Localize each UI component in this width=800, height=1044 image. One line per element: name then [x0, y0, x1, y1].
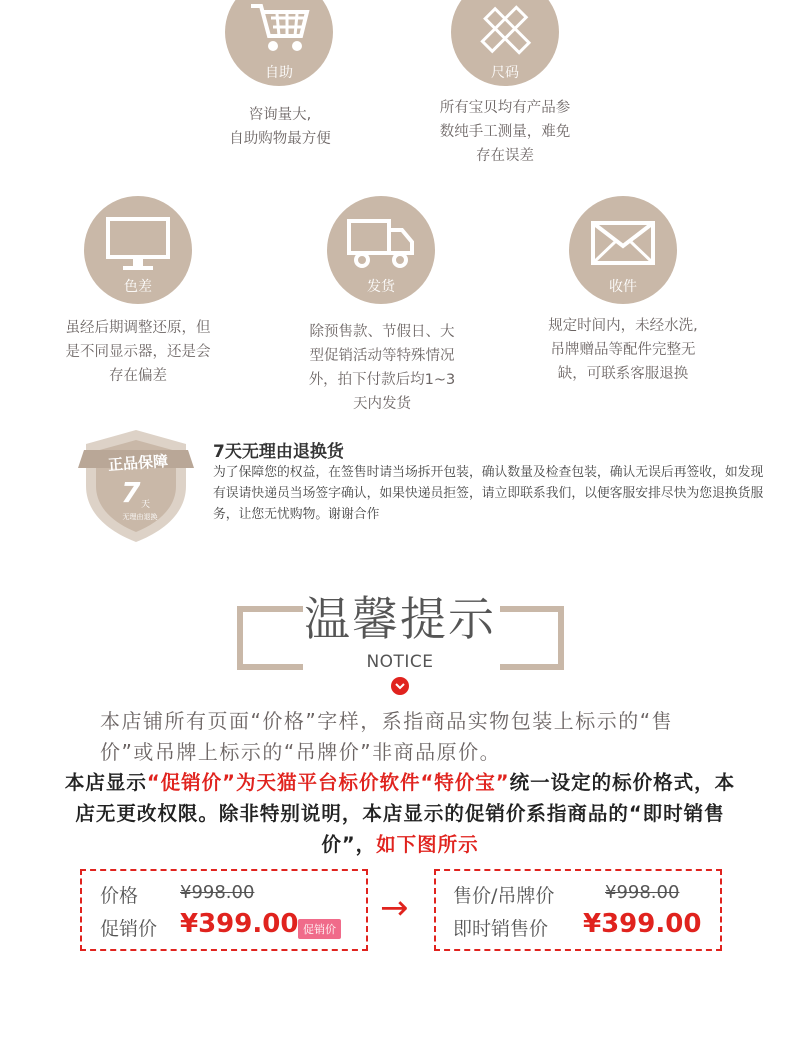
- desc-line: 缺，可联系客服退换: [557, 366, 689, 382]
- desc-line: 型促销活动等特殊情况: [309, 348, 455, 364]
- original-price: ¥998.00: [180, 882, 255, 903]
- para2-text: 本店显示: [64, 771, 147, 794]
- color-desc: [48, 316, 228, 388]
- desc-line: 所有宝贝均有产品参: [439, 100, 571, 116]
- shield-title: 正品保障: [107, 451, 169, 475]
- notice-title: 温馨提示: [304, 592, 496, 646]
- icon-label: 收件: [609, 279, 637, 295]
- icon-label: 色差: [124, 279, 152, 295]
- desc-line: 是不同显示器，还是会: [65, 344, 211, 360]
- notice-subtitle: NOTICE: [360, 652, 440, 672]
- icon-label: 自助: [265, 65, 293, 81]
- para2-highlight: 如下图所示: [376, 833, 479, 856]
- desc-line: 外，拍下付款后均1~3: [308, 372, 456, 388]
- receive-circle: [569, 196, 677, 304]
- ruler-pencil-icon: [475, 0, 535, 60]
- receive-desc: [530, 314, 716, 386]
- size-circle: [451, 0, 559, 86]
- self-service-desc: [195, 103, 365, 151]
- guarantee-title: 7天无理由退换货: [213, 442, 344, 462]
- arrow-right-icon: →: [380, 888, 409, 928]
- retail-price: ¥998.00: [605, 882, 680, 903]
- desc-line: 除预售款、节假日、大: [309, 324, 455, 340]
- icon-label: 发货: [367, 279, 395, 295]
- price-label: 价格: [100, 885, 139, 907]
- shield-number: 7: [121, 476, 141, 509]
- para2-highlight: “促销价”为天猫平台标价软件“特价宝”: [146, 771, 510, 794]
- desc-line: 虽经后期调整还原，但: [65, 320, 211, 336]
- desc-line: 自助购物最方便: [229, 131, 331, 147]
- icon-label: 尺码: [491, 65, 519, 81]
- size-desc: [415, 96, 595, 168]
- para2-text: 统一设定的标价格式，本店无更改权限。除非特别说明，本店显示的促销价系指商品的“即时销售价”，: [75, 771, 736, 856]
- monitor-icon: [105, 216, 171, 272]
- truck-icon: [346, 218, 416, 270]
- self-service-circle: [225, 0, 333, 86]
- desc-line: 吊牌赠品等配件完整无: [550, 342, 696, 358]
- desc-line: 规定时间内，未经水洗,: [548, 318, 698, 334]
- promo-price-label: 促销价: [100, 918, 158, 940]
- guarantee-body: 为了保障您的权益，在签售时请当场拆开包装，确认数量及检查包装，确认无误后再签收，如发现有误请快递员当场签字确认，如果快递员拒签，请立即联系我们，以便客服安排尽快为您退换货服务，让您无忧购物。谢谢合作: [213, 465, 764, 522]
- promo-tag: 促销价: [298, 919, 341, 939]
- instant-price: ¥399.00: [583, 909, 702, 939]
- promo-price: ¥399.00: [180, 909, 299, 939]
- chevron-down-icon: [391, 677, 409, 695]
- notice-para1: 本店铺所有页面“价格”字样，系指商品实物包装上标示的“售价”或吊牌上标示的“吊牌价”非商品原价。: [100, 709, 674, 764]
- desc-line: 存在偏差: [109, 368, 167, 384]
- shield-day: 天: [141, 500, 151, 510]
- instant-price-label: 即时销售价: [453, 918, 549, 940]
- shipping-desc: [296, 320, 468, 416]
- retail-price-label: 售价/吊牌价: [453, 885, 555, 907]
- shopping-cart-icon: [247, 0, 311, 56]
- shipping-circle: [327, 196, 435, 304]
- envelope-icon: [590, 220, 656, 266]
- shield-sub: 无理由退换: [122, 513, 158, 521]
- notice-para2: [60, 767, 740, 860]
- desc-line: 天内发货: [353, 396, 411, 412]
- desc-line: 存在误差: [476, 148, 534, 164]
- desc-line: 数纯手工测量，难免: [439, 124, 571, 140]
- color-circle: [84, 196, 192, 304]
- desc-line: 咨询量大,: [248, 107, 312, 123]
